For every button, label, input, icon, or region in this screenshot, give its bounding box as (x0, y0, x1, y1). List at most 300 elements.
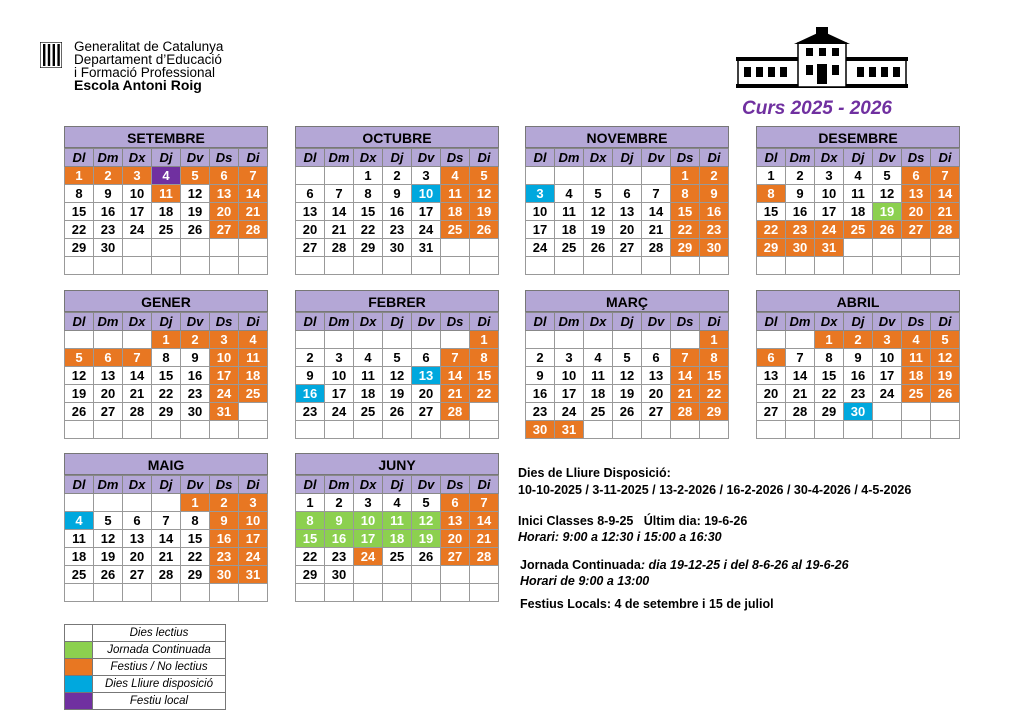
week-row (65, 512, 268, 530)
day-cell: 27 (296, 239, 325, 257)
empty-cell (555, 167, 584, 185)
weekday-header: Dx (354, 313, 383, 331)
day-cell: 9 (325, 512, 354, 530)
week-row (65, 331, 268, 349)
weekday-header: Dl (526, 313, 555, 331)
day-cell: 15 (815, 367, 844, 385)
day-cell: 1 (65, 167, 94, 185)
weekday-header: Dm (325, 476, 354, 494)
day-cell: 29 (181, 566, 210, 584)
empty-cell (296, 584, 325, 602)
empty-cell (786, 257, 815, 275)
day-cell: 25 (844, 221, 873, 239)
day-cell: 26 (931, 385, 960, 403)
month-title: MARÇ (525, 290, 729, 312)
weekday-header: Ds (441, 313, 470, 331)
day-cell: 14 (786, 367, 815, 385)
empty-cell (94, 421, 123, 439)
day-cell: 29 (700, 403, 729, 421)
day-cell: 7 (325, 185, 354, 203)
empty-cell (354, 257, 383, 275)
day-cell: 17 (526, 221, 555, 239)
empty-cell (354, 421, 383, 439)
day-cell: 14 (325, 203, 354, 221)
day-cell: 10 (239, 512, 268, 530)
empty-cell (526, 257, 555, 275)
day-cell: 28 (123, 403, 152, 421)
week-row (296, 257, 499, 275)
day-cell: 18 (383, 530, 412, 548)
empty-cell (584, 331, 613, 349)
day-cell: 26 (412, 548, 441, 566)
weekday-header: Dx (584, 149, 613, 167)
day-cell: 25 (239, 385, 268, 403)
month-table (525, 148, 729, 275)
day-cell: 22 (815, 385, 844, 403)
day-cell: 5 (470, 167, 499, 185)
week-row (757, 385, 960, 403)
weekday-header: Dj (844, 313, 873, 331)
day-cell: 27 (642, 403, 671, 421)
day-cell: 5 (94, 512, 123, 530)
day-cell: 15 (296, 530, 325, 548)
month-table (756, 312, 960, 439)
day-cell: 24 (210, 385, 239, 403)
empty-cell (902, 239, 931, 257)
month-title: FEBRER (295, 290, 499, 312)
weekday-header: Di (931, 313, 960, 331)
day-cell: 23 (210, 548, 239, 566)
empty-cell (152, 584, 181, 602)
day-cell: 23 (700, 221, 729, 239)
month-juny (295, 453, 499, 602)
empty-cell (210, 421, 239, 439)
day-cell: 16 (181, 367, 210, 385)
day-cell: 4 (239, 331, 268, 349)
day-cell: 19 (613, 385, 642, 403)
legend-swatch (65, 693, 93, 710)
week-row (296, 331, 499, 349)
day-cell: 30 (700, 239, 729, 257)
day-cell: 12 (613, 367, 642, 385)
empty-cell (210, 584, 239, 602)
week-row (757, 421, 960, 439)
weekday-header: Dl (65, 313, 94, 331)
empty-cell (555, 331, 584, 349)
horari-text: Horari: 9:00 a 12:30 i 15:00 a 16:30 (518, 530, 722, 544)
day-cell: 20 (210, 203, 239, 221)
day-cell: 15 (354, 203, 383, 221)
institution-block (74, 40, 334, 92)
month-table (64, 312, 268, 439)
day-cell: 2 (786, 167, 815, 185)
weekday-header: Dj (613, 149, 642, 167)
day-cell: 7 (931, 167, 960, 185)
day-cell: 7 (123, 349, 152, 367)
empty-cell (931, 239, 960, 257)
day-cell: 9 (210, 512, 239, 530)
day-cell: 9 (383, 185, 412, 203)
day-cell: 22 (757, 221, 786, 239)
day-cell: 1 (296, 494, 325, 512)
month-novembre (525, 126, 729, 275)
week-row (296, 403, 499, 421)
empty-cell (757, 257, 786, 275)
month-title: MAIG (64, 453, 268, 475)
day-cell: 2 (844, 331, 873, 349)
day-cell: 5 (613, 349, 642, 367)
lliure-title: Dies de Lliure Disposició: (518, 466, 671, 480)
day-cell: 3 (123, 167, 152, 185)
day-cell: 2 (94, 167, 123, 185)
day-cell: 3 (873, 331, 902, 349)
day-cell: 27 (902, 221, 931, 239)
empty-cell (296, 331, 325, 349)
week-row (296, 548, 499, 566)
jornada-line (520, 558, 849, 572)
day-cell: 23 (325, 548, 354, 566)
day-cell: 29 (152, 403, 181, 421)
weekday-header: Di (700, 313, 729, 331)
day-cell: 25 (354, 403, 383, 421)
empty-cell (470, 584, 499, 602)
month-febrer (295, 290, 499, 439)
day-cell: 18 (65, 548, 94, 566)
day-cell: 19 (412, 530, 441, 548)
day-cell: 31 (815, 239, 844, 257)
weekday-header: Dv (412, 313, 441, 331)
day-cell: 13 (210, 185, 239, 203)
empty-cell (354, 331, 383, 349)
day-cell: 6 (613, 185, 642, 203)
day-cell: 10 (325, 367, 354, 385)
day-cell: 11 (441, 185, 470, 203)
day-cell: 18 (902, 367, 931, 385)
day-cell: 26 (383, 403, 412, 421)
week-row (757, 221, 960, 239)
week-row (526, 421, 729, 439)
empty-cell (700, 421, 729, 439)
weekday-header: Dx (123, 149, 152, 167)
day-cell: 6 (642, 349, 671, 367)
day-cell: 22 (181, 548, 210, 566)
day-cell: 25 (152, 221, 181, 239)
day-cell: 26 (613, 403, 642, 421)
legend-swatch (65, 659, 93, 676)
weekday-header: Dl (757, 313, 786, 331)
day-cell: 18 (239, 367, 268, 385)
day-cell: 1 (470, 331, 499, 349)
day-cell: 28 (786, 403, 815, 421)
day-cell: 6 (412, 349, 441, 367)
day-cell: 21 (786, 385, 815, 403)
day-cell: 28 (325, 239, 354, 257)
weekday-header: Dl (757, 149, 786, 167)
day-cell: 13 (123, 530, 152, 548)
month-title: NOVEMBRE (525, 126, 729, 148)
day-cell: 21 (325, 221, 354, 239)
day-cell: 14 (123, 367, 152, 385)
day-cell: 19 (181, 203, 210, 221)
day-cell: 24 (412, 221, 441, 239)
day-cell: 29 (354, 239, 383, 257)
day-cell: 20 (613, 221, 642, 239)
day-cell: 1 (354, 167, 383, 185)
day-cell: 28 (239, 221, 268, 239)
day-cell: 10 (815, 185, 844, 203)
weekday-header: Di (470, 149, 499, 167)
day-cell: 16 (786, 203, 815, 221)
day-cell: 30 (786, 239, 815, 257)
day-cell: 3 (210, 331, 239, 349)
day-cell: 26 (65, 403, 94, 421)
week-row (65, 257, 268, 275)
day-cell: 10 (123, 185, 152, 203)
week-row (526, 257, 729, 275)
day-cell: 30 (844, 403, 873, 421)
empty-cell (844, 421, 873, 439)
empty-cell (931, 257, 960, 275)
empty-cell (412, 331, 441, 349)
day-cell: 24 (354, 548, 383, 566)
weekday-header: Dm (555, 149, 584, 167)
empty-cell (123, 421, 152, 439)
weekday-header: Dx (584, 313, 613, 331)
day-cell: 5 (873, 167, 902, 185)
day-cell: 29 (757, 239, 786, 257)
day-cell: 23 (526, 403, 555, 421)
day-cell: 21 (470, 530, 499, 548)
empty-cell (786, 421, 815, 439)
day-cell: 20 (642, 385, 671, 403)
empty-cell (123, 584, 152, 602)
empty-cell (441, 584, 470, 602)
day-cell: 19 (931, 367, 960, 385)
empty-cell (123, 494, 152, 512)
day-cell: 3 (412, 167, 441, 185)
empty-cell (671, 257, 700, 275)
day-cell: 5 (65, 349, 94, 367)
empty-cell (123, 331, 152, 349)
day-cell: 11 (354, 367, 383, 385)
empty-cell (354, 584, 383, 602)
day-cell: 21 (239, 203, 268, 221)
day-cell: 14 (239, 185, 268, 203)
day-cell: 13 (441, 512, 470, 530)
week-row (757, 349, 960, 367)
day-cell: 17 (325, 385, 354, 403)
day-cell: 4 (844, 167, 873, 185)
day-cell: 9 (700, 185, 729, 203)
day-cell: 15 (757, 203, 786, 221)
day-cell: 22 (296, 548, 325, 566)
weekday-header: Di (931, 149, 960, 167)
day-cell: 11 (902, 349, 931, 367)
day-cell: 11 (844, 185, 873, 203)
empty-cell (873, 421, 902, 439)
day-cell: 11 (383, 512, 412, 530)
empty-cell (210, 239, 239, 257)
day-cell: 8 (152, 349, 181, 367)
empty-cell (325, 167, 354, 185)
course-title: Curs 2025 - 2026 (742, 98, 892, 119)
month-table (64, 475, 268, 602)
day-cell: 20 (412, 385, 441, 403)
day-cell: 24 (239, 548, 268, 566)
day-cell: 9 (94, 185, 123, 203)
day-cell: 7 (152, 512, 181, 530)
day-cell: 13 (642, 367, 671, 385)
day-cell: 2 (181, 331, 210, 349)
weekday-header: Dj (152, 313, 181, 331)
day-cell: 13 (412, 367, 441, 385)
day-cell: 2 (700, 167, 729, 185)
weekday-header: Dv (412, 149, 441, 167)
day-cell: 20 (296, 221, 325, 239)
day-cell: 5 (584, 185, 613, 203)
empty-cell (239, 421, 268, 439)
empty-cell (642, 167, 671, 185)
week-row (757, 403, 960, 421)
ultim-text: Últim dia: 19-6-26 (643, 514, 748, 528)
day-cell: 3 (526, 185, 555, 203)
day-cell: 14 (441, 367, 470, 385)
day-cell: 3 (354, 494, 383, 512)
day-cell: 21 (671, 385, 700, 403)
week-row (526, 221, 729, 239)
empty-cell (123, 257, 152, 275)
weekday-header: Ds (210, 313, 239, 331)
empty-cell (383, 257, 412, 275)
day-cell: 31 (210, 403, 239, 421)
day-cell: 28 (152, 566, 181, 584)
day-cell: 2 (296, 349, 325, 367)
day-cell: 20 (441, 530, 470, 548)
day-cell: 30 (210, 566, 239, 584)
weekday-header: Dv (181, 313, 210, 331)
week-row (296, 566, 499, 584)
empty-cell (65, 584, 94, 602)
day-cell: 8 (181, 512, 210, 530)
day-cell: 8 (815, 349, 844, 367)
weekday-header: Dm (94, 149, 123, 167)
week-row (296, 185, 499, 203)
empty-cell (412, 584, 441, 602)
day-cell: 18 (584, 385, 613, 403)
empty-cell (526, 331, 555, 349)
weekday-header: Ds (441, 476, 470, 494)
week-row (65, 494, 268, 512)
week-row (526, 331, 729, 349)
day-cell: 9 (526, 367, 555, 385)
weekday-header: Dl (526, 149, 555, 167)
day-cell: 3 (815, 167, 844, 185)
week-row (65, 203, 268, 221)
weekday-header: Dv (412, 476, 441, 494)
empty-cell (412, 566, 441, 584)
weekday-header: Di (239, 149, 268, 167)
day-cell: 12 (181, 185, 210, 203)
weekday-header: Ds (671, 149, 700, 167)
day-cell: 9 (181, 349, 210, 367)
day-cell: 7 (239, 167, 268, 185)
festius-locals: Festius Locals: 4 de setembre i 15 de juliol (520, 597, 774, 611)
day-cell: 30 (94, 239, 123, 257)
week-row (757, 185, 960, 203)
weekday-header: Ds (210, 476, 239, 494)
weekday-header: Dm (786, 313, 815, 331)
empty-cell (844, 257, 873, 275)
empty-cell (239, 257, 268, 275)
day-cell: 16 (210, 530, 239, 548)
week-row (526, 367, 729, 385)
empty-cell (757, 421, 786, 439)
empty-cell (441, 421, 470, 439)
weekday-header: Dl (296, 476, 325, 494)
day-cell: 19 (873, 203, 902, 221)
day-cell: 21 (642, 221, 671, 239)
weekday-header: Dj (383, 476, 412, 494)
jornada-label: Jornada Continuada (520, 558, 641, 572)
day-cell: 2 (383, 167, 412, 185)
legend-swatch (65, 642, 93, 659)
weekday-header: Di (239, 476, 268, 494)
day-cell: 2 (526, 349, 555, 367)
institution-line-1: Generalitat de Catalunya (74, 39, 224, 54)
week-row (296, 349, 499, 367)
empty-cell (700, 257, 729, 275)
day-cell: 14 (642, 203, 671, 221)
month-octubre (295, 126, 499, 275)
day-cell: 12 (873, 185, 902, 203)
weekday-header: Ds (902, 149, 931, 167)
day-cell: 27 (210, 221, 239, 239)
day-cell: 19 (470, 203, 499, 221)
weekday-header: Dx (123, 476, 152, 494)
empty-cell (526, 167, 555, 185)
day-cell: 21 (931, 203, 960, 221)
weekday-header: Dm (94, 476, 123, 494)
empty-cell (902, 403, 931, 421)
weekday-header: Dj (383, 149, 412, 167)
day-cell: 5 (931, 331, 960, 349)
weekday-header: Dv (181, 476, 210, 494)
weekday-header: Di (700, 149, 729, 167)
empty-cell (902, 421, 931, 439)
empty-cell (470, 257, 499, 275)
week-row (65, 530, 268, 548)
day-cell: 17 (354, 530, 383, 548)
lliure-dates: 10-10-2025 / 3-11-2025 / 13-2-2026 / 16-2-2026 / 30-4-2026 / 4-5-2026 (518, 483, 912, 497)
empty-cell (383, 331, 412, 349)
legend-swatch (65, 676, 93, 693)
empty-cell (354, 566, 383, 584)
day-cell: 6 (902, 167, 931, 185)
empty-cell (902, 257, 931, 275)
day-cell: 7 (642, 185, 671, 203)
day-cell: 28 (441, 403, 470, 421)
month-table (295, 312, 499, 439)
day-cell: 20 (94, 385, 123, 403)
day-cell: 18 (844, 203, 873, 221)
day-cell: 21 (441, 385, 470, 403)
empty-cell (152, 257, 181, 275)
empty-cell (65, 494, 94, 512)
day-cell: 5 (383, 349, 412, 367)
empty-cell (239, 239, 268, 257)
empty-cell (325, 331, 354, 349)
day-cell: 26 (873, 221, 902, 239)
